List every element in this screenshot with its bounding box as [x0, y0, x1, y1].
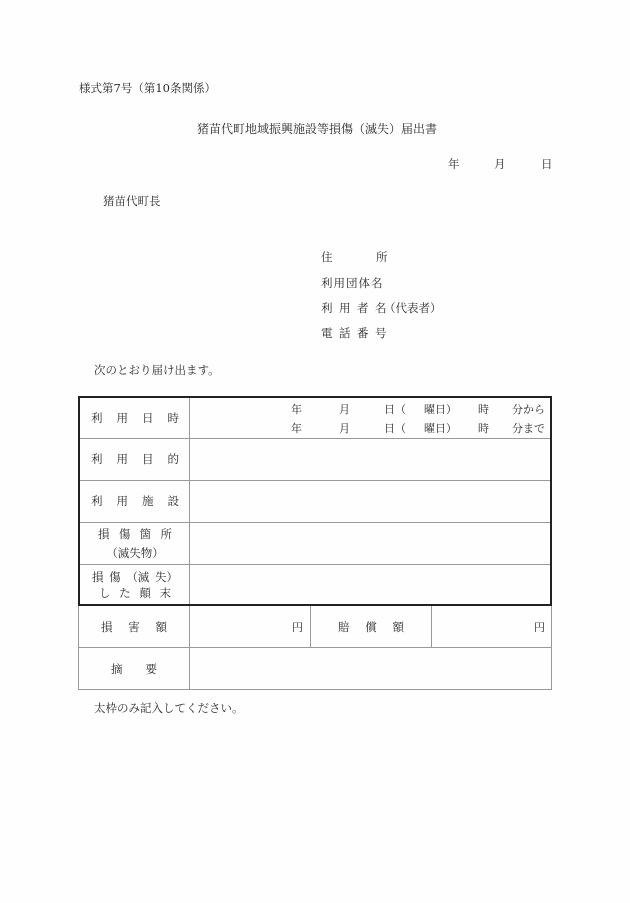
main-form-table [78, 396, 552, 606]
usage-purpose-label: 利 用 目 的 [91, 452, 179, 466]
table-row-damaged-location [80, 523, 550, 565]
table-row-usage-facility [80, 481, 550, 523]
damage-amount-label: 損 害 額 [101, 619, 167, 634]
table-row-usage-purpose [80, 439, 550, 481]
damaged-location-field[interactable] [190, 523, 550, 564]
damage-circumstances-label: 損 傷 （滅 失） し た 顛 末 [92, 569, 178, 600]
intro-text: 次のとおり届け出ます。 [94, 363, 220, 377]
table-row-damage-circumstances [80, 565, 550, 604]
date-day-label: 日 [541, 157, 553, 171]
address-label: 住 所 [321, 250, 388, 264]
damage-amount-unit: 円 [292, 620, 303, 634]
usage-datetime-label: 利 用 日 時 [91, 410, 179, 425]
usage-purpose-field[interactable] [190, 439, 550, 480]
table-row-amounts [79, 606, 551, 648]
date-month-label: 月 [494, 157, 506, 171]
usage-facility-field[interactable] [190, 481, 550, 522]
damage-circumstances-field[interactable] [190, 565, 550, 604]
form-number: 様式第7号（第10条関係） [79, 81, 216, 95]
compensation-amount-unit: 円 [534, 620, 545, 634]
footnote: 太枠のみ記入してください。 [94, 701, 244, 715]
compensation-amount-field[interactable] [432, 606, 551, 647]
damage-amount-field[interactable] [190, 606, 310, 647]
usage-facility-label: 利 用 施 設 [91, 494, 179, 508]
usage-start-datetime-field[interactable]: 年 月 日（ 曜日） 時 分から [291, 403, 545, 416]
damaged-location-label: 損 傷 箇 所 （滅失物） [98, 526, 172, 560]
table-row-summary [79, 648, 551, 689]
lower-table [78, 606, 552, 690]
form-title: 猪苗代町地域振興施設等損傷（滅失）届出書 [196, 122, 437, 136]
summary-label: 摘 要 [111, 661, 157, 676]
group-name-label: 利用団体名 [321, 276, 384, 290]
summary-field[interactable] [190, 648, 551, 689]
table-row-usage-datetime [80, 398, 550, 439]
usage-end-datetime-field[interactable]: 年 月 日（ 曜日） 時 分まで [291, 422, 545, 435]
addressee: 猪苗代町長 [103, 194, 161, 208]
compensation-amount-label: 賠 償 額 [338, 619, 404, 634]
date-year-label: 年 [448, 157, 460, 171]
